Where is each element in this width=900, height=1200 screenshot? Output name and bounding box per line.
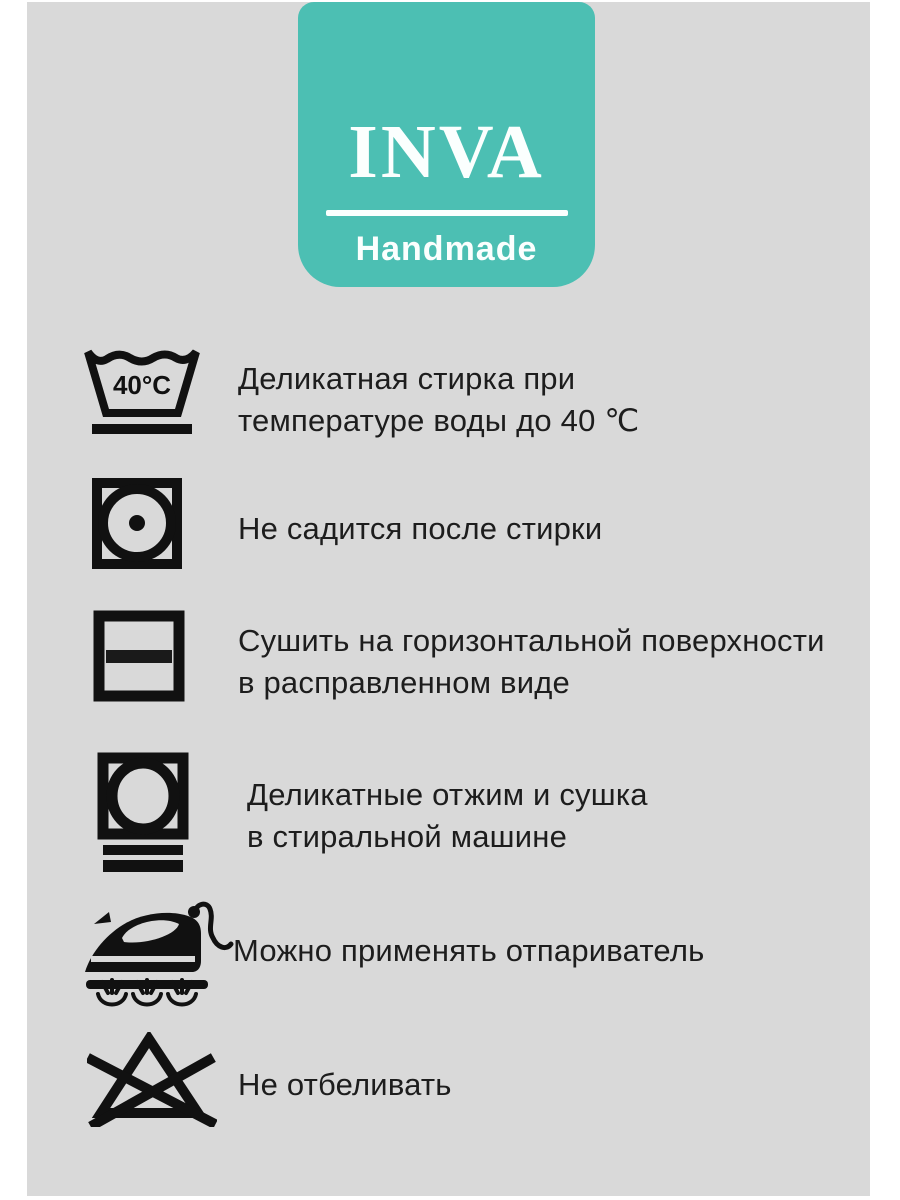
dry-flat-icon (93, 610, 185, 702)
caption-line: Деликатная стирка при (238, 361, 576, 396)
wash-temperature-label: 40°C (112, 370, 172, 400)
caption-steamer (233, 930, 704, 972)
brand-divider (326, 210, 568, 216)
no-shrink-circle-dot-icon (92, 478, 182, 569)
caption-line: Можно применять отпариватель (233, 933, 705, 968)
wash-40-delicate-icon (83, 346, 201, 438)
caption-line: Деликатные отжим и сушка (247, 777, 648, 812)
caption-line: Не садится после стирки (238, 511, 603, 546)
caption-no-bleach (238, 1064, 452, 1106)
steamer-allowed-icon (82, 900, 240, 1014)
caption-line: Сушить на горизонтальной поверхности (238, 623, 825, 658)
care-label-card (27, 2, 870, 1196)
caption-line: в расправленном виде (238, 665, 570, 700)
caption-no-shrink (238, 508, 602, 550)
do-not-bleach-icon (87, 1032, 217, 1127)
caption-dry-flat (238, 620, 825, 704)
brand-name: INVA (348, 110, 545, 194)
brand-subtitle: Handmade (355, 230, 538, 268)
caption-line: Не отбеливать (238, 1067, 452, 1102)
caption-line: в стиральной машине (247, 819, 568, 854)
gentle-tumble-dry-icon (97, 752, 189, 873)
caption-line: температуре воды до 40 ℃ (238, 403, 640, 438)
brand-badge (298, 2, 595, 287)
caption-gentle-tumble (247, 774, 648, 858)
caption-wash (238, 358, 639, 442)
